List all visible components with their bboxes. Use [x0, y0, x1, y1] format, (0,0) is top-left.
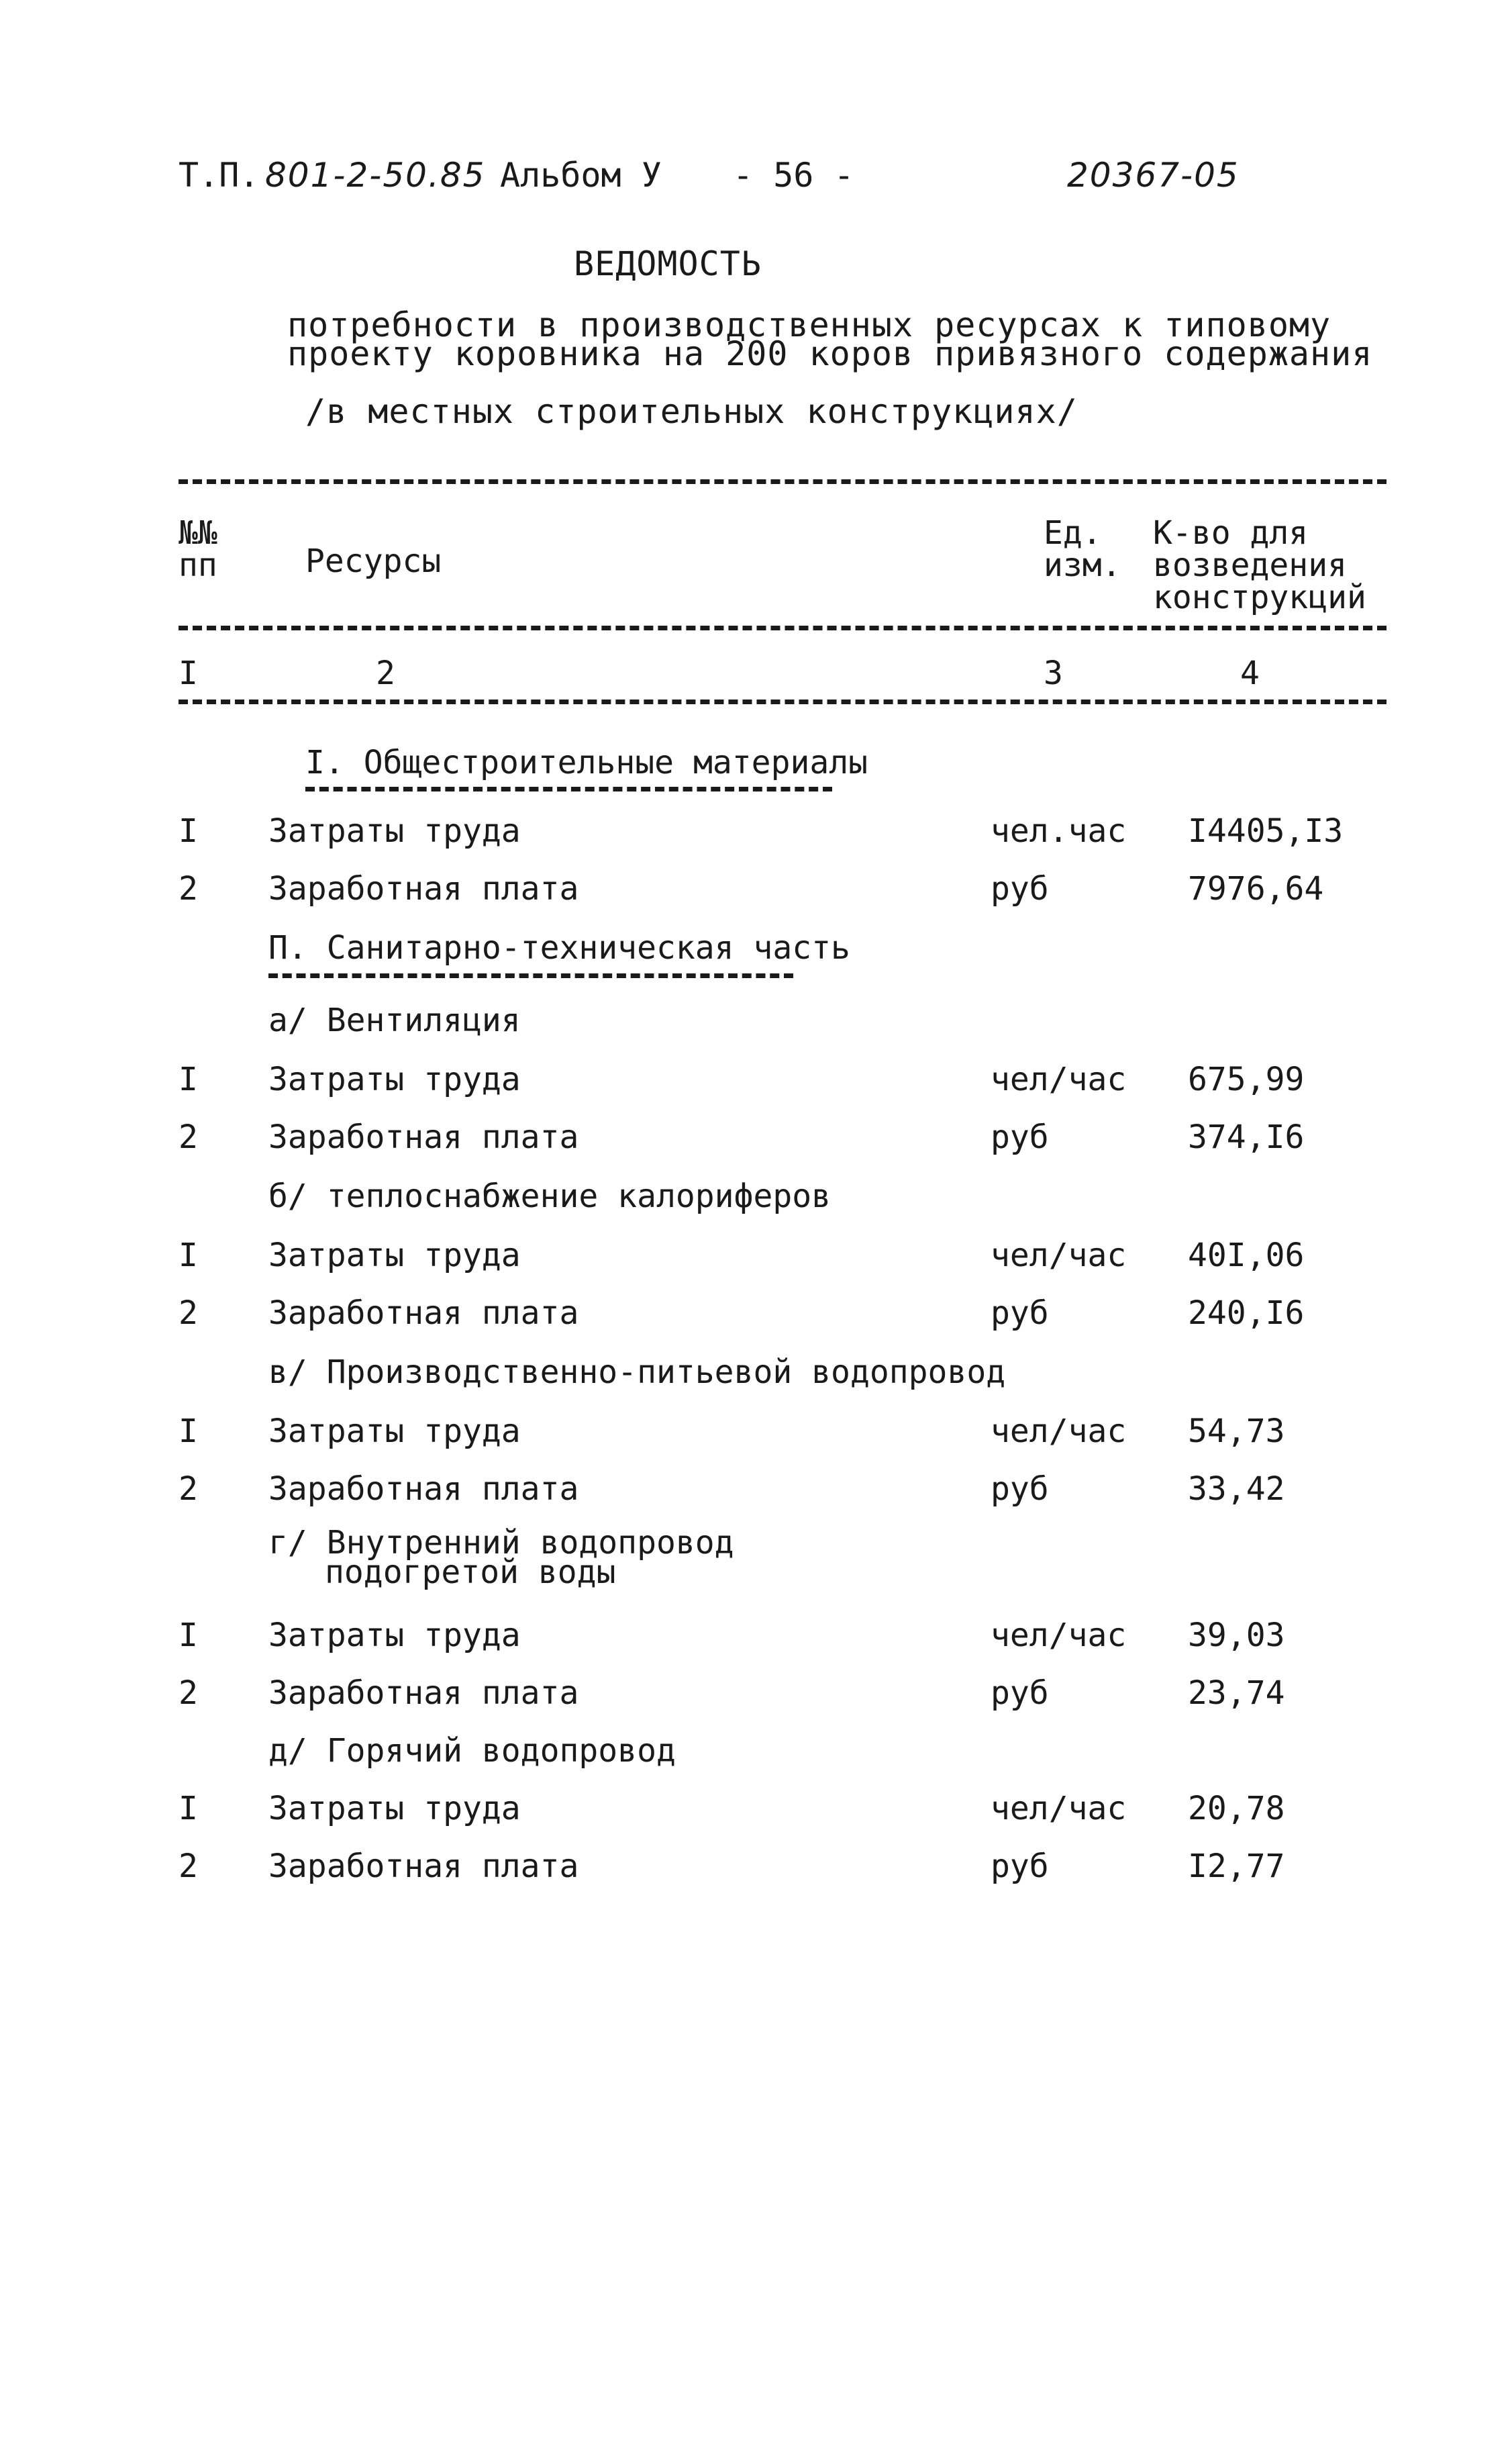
- row-resource: Заработная плата: [268, 1847, 579, 1885]
- row-num: 2: [179, 1847, 198, 1885]
- row-resource: Заработная плата: [268, 1294, 579, 1332]
- row-num: I: [179, 1061, 198, 1098]
- album-label: Альбом У: [500, 156, 662, 195]
- row-resource: Заработная плата: [268, 1470, 579, 1508]
- row-quantity: I2,77: [1188, 1847, 1285, 1885]
- header-col-unit: [1044, 514, 1121, 584]
- row-unit: руб: [991, 870, 1049, 908]
- section-2-underline: [268, 973, 793, 978]
- row-quantity: 675,99: [1188, 1061, 1305, 1098]
- subsection-g-line1: г/ Внутренний водопровод: [268, 1524, 734, 1561]
- row-quantity: 240,I6: [1188, 1294, 1305, 1332]
- row-resource: Затраты труда: [268, 1237, 521, 1274]
- header-col-quantity-line1: К-во для: [1153, 514, 1309, 552]
- row-unit: чел/час: [991, 1061, 1127, 1098]
- doc-title: ВЕДОМОСТЬ: [574, 244, 762, 283]
- row-num: I: [179, 1790, 198, 1827]
- row-unit: руб: [991, 1470, 1049, 1508]
- table-row: [0, 870, 1512, 910]
- row-resource: Затраты труда: [268, 1061, 521, 1098]
- row-unit: чел/час: [991, 1617, 1127, 1654]
- row-resource: Заработная плата: [268, 1674, 579, 1712]
- header-col-quantity-line2: возведения: [1153, 546, 1347, 584]
- row-resource: Заработная плата: [268, 1118, 579, 1156]
- title-line-3: /в местных строительных конструкциях/: [305, 392, 1078, 431]
- header-col-number-line2: пп: [179, 546, 217, 584]
- tp-number: 801-2-50.85: [265, 156, 486, 195]
- table-row: [0, 1061, 1512, 1101]
- colnum-1: I: [179, 655, 198, 692]
- header-col-unit-line2: изм.: [1044, 546, 1121, 584]
- row-resource: Затраты труда: [268, 812, 521, 850]
- table-row: [0, 1470, 1512, 1510]
- row-unit: руб: [991, 1847, 1049, 1885]
- tp-label: Т.П.: [179, 156, 260, 195]
- subsection-g-line2: подогретой воды: [325, 1553, 616, 1591]
- page-number: - 56 -: [733, 156, 854, 195]
- doc-number: 20367-05: [1067, 156, 1240, 195]
- table-row: [0, 1617, 1512, 1657]
- section-1-underline: [305, 787, 832, 791]
- row-num: I: [179, 812, 198, 850]
- table-row: [0, 1118, 1512, 1159]
- table-row: [0, 1237, 1512, 1277]
- row-num: I: [179, 1412, 198, 1450]
- row-num: 2: [179, 1674, 198, 1712]
- table-top-rule: [179, 479, 1387, 484]
- header-col-quantity-line3: конструкций: [1153, 579, 1366, 616]
- row-unit: чел/час: [991, 1790, 1127, 1827]
- table-row: [0, 1412, 1512, 1453]
- section-title-1: I. Общестроительные материалы: [305, 744, 868, 781]
- row-quantity: 7976,64: [1188, 870, 1324, 908]
- row-resource: Затраты труда: [268, 1412, 521, 1450]
- header-bottom-rule: [179, 626, 1387, 630]
- header-col-number-line1: №№: [179, 514, 217, 552]
- subsection-d: д/ Горячий водопровод: [268, 1732, 676, 1770]
- table-row: [0, 1847, 1512, 1888]
- table-row: [0, 812, 1512, 853]
- subsection-a: а/ Вентиляция: [268, 1002, 521, 1039]
- row-quantity: 23,74: [1188, 1674, 1285, 1712]
- colnum-bottom-rule: [179, 700, 1387, 704]
- row-quantity: I4405,I3: [1188, 812, 1344, 850]
- header-col-quantity: [1153, 514, 1366, 616]
- row-quantity: 54,73: [1188, 1412, 1285, 1450]
- row-resource: Затраты труда: [268, 1617, 521, 1654]
- row-unit: руб: [991, 1294, 1049, 1332]
- row-unit: чел/час: [991, 1237, 1127, 1274]
- colnum-2: 2: [376, 655, 395, 692]
- row-quantity: 374,I6: [1188, 1118, 1305, 1156]
- row-num: 2: [179, 1294, 198, 1332]
- subsection-b: б/ теплоснабжение калориферов: [268, 1178, 831, 1215]
- title-line-2: проекту коровника на 200 коров привязного содержания: [287, 334, 1373, 373]
- header-col-resources: Ресурсы: [305, 542, 442, 580]
- row-unit: чел/час: [991, 1412, 1127, 1450]
- row-num: I: [179, 1237, 198, 1274]
- table-row: [0, 1790, 1512, 1830]
- subsection-v: в/ Производственно-питьевой водопровод: [268, 1353, 1006, 1391]
- section-title-2: П. Санитарно-техническая часть: [268, 929, 850, 967]
- row-resource: Затраты труда: [268, 1790, 521, 1827]
- row-num: I: [179, 1617, 198, 1654]
- header-col-number: [179, 514, 217, 584]
- row-num: 2: [179, 870, 198, 908]
- table-row: [0, 1294, 1512, 1335]
- table-row: [0, 1674, 1512, 1715]
- title-line-1: потребности в производственных ресурсах к типовому: [287, 305, 1331, 344]
- row-unit: руб: [991, 1118, 1049, 1156]
- row-quantity: 33,42: [1188, 1470, 1285, 1508]
- row-resource: Заработная плата: [268, 870, 579, 908]
- row-unit: чел.час: [991, 812, 1127, 850]
- colnum-4: 4: [1240, 655, 1260, 692]
- subsection-g: [268, 1524, 734, 1591]
- row-num: 2: [179, 1118, 198, 1156]
- row-quantity: 20,78: [1188, 1790, 1285, 1827]
- row-num: 2: [179, 1470, 198, 1508]
- header-col-unit-line1: Ед.: [1044, 514, 1102, 552]
- row-quantity: 39,03: [1188, 1617, 1285, 1654]
- colnum-3: 3: [1044, 655, 1063, 692]
- row-quantity: 40I,06: [1188, 1237, 1305, 1274]
- row-unit: руб: [991, 1674, 1049, 1712]
